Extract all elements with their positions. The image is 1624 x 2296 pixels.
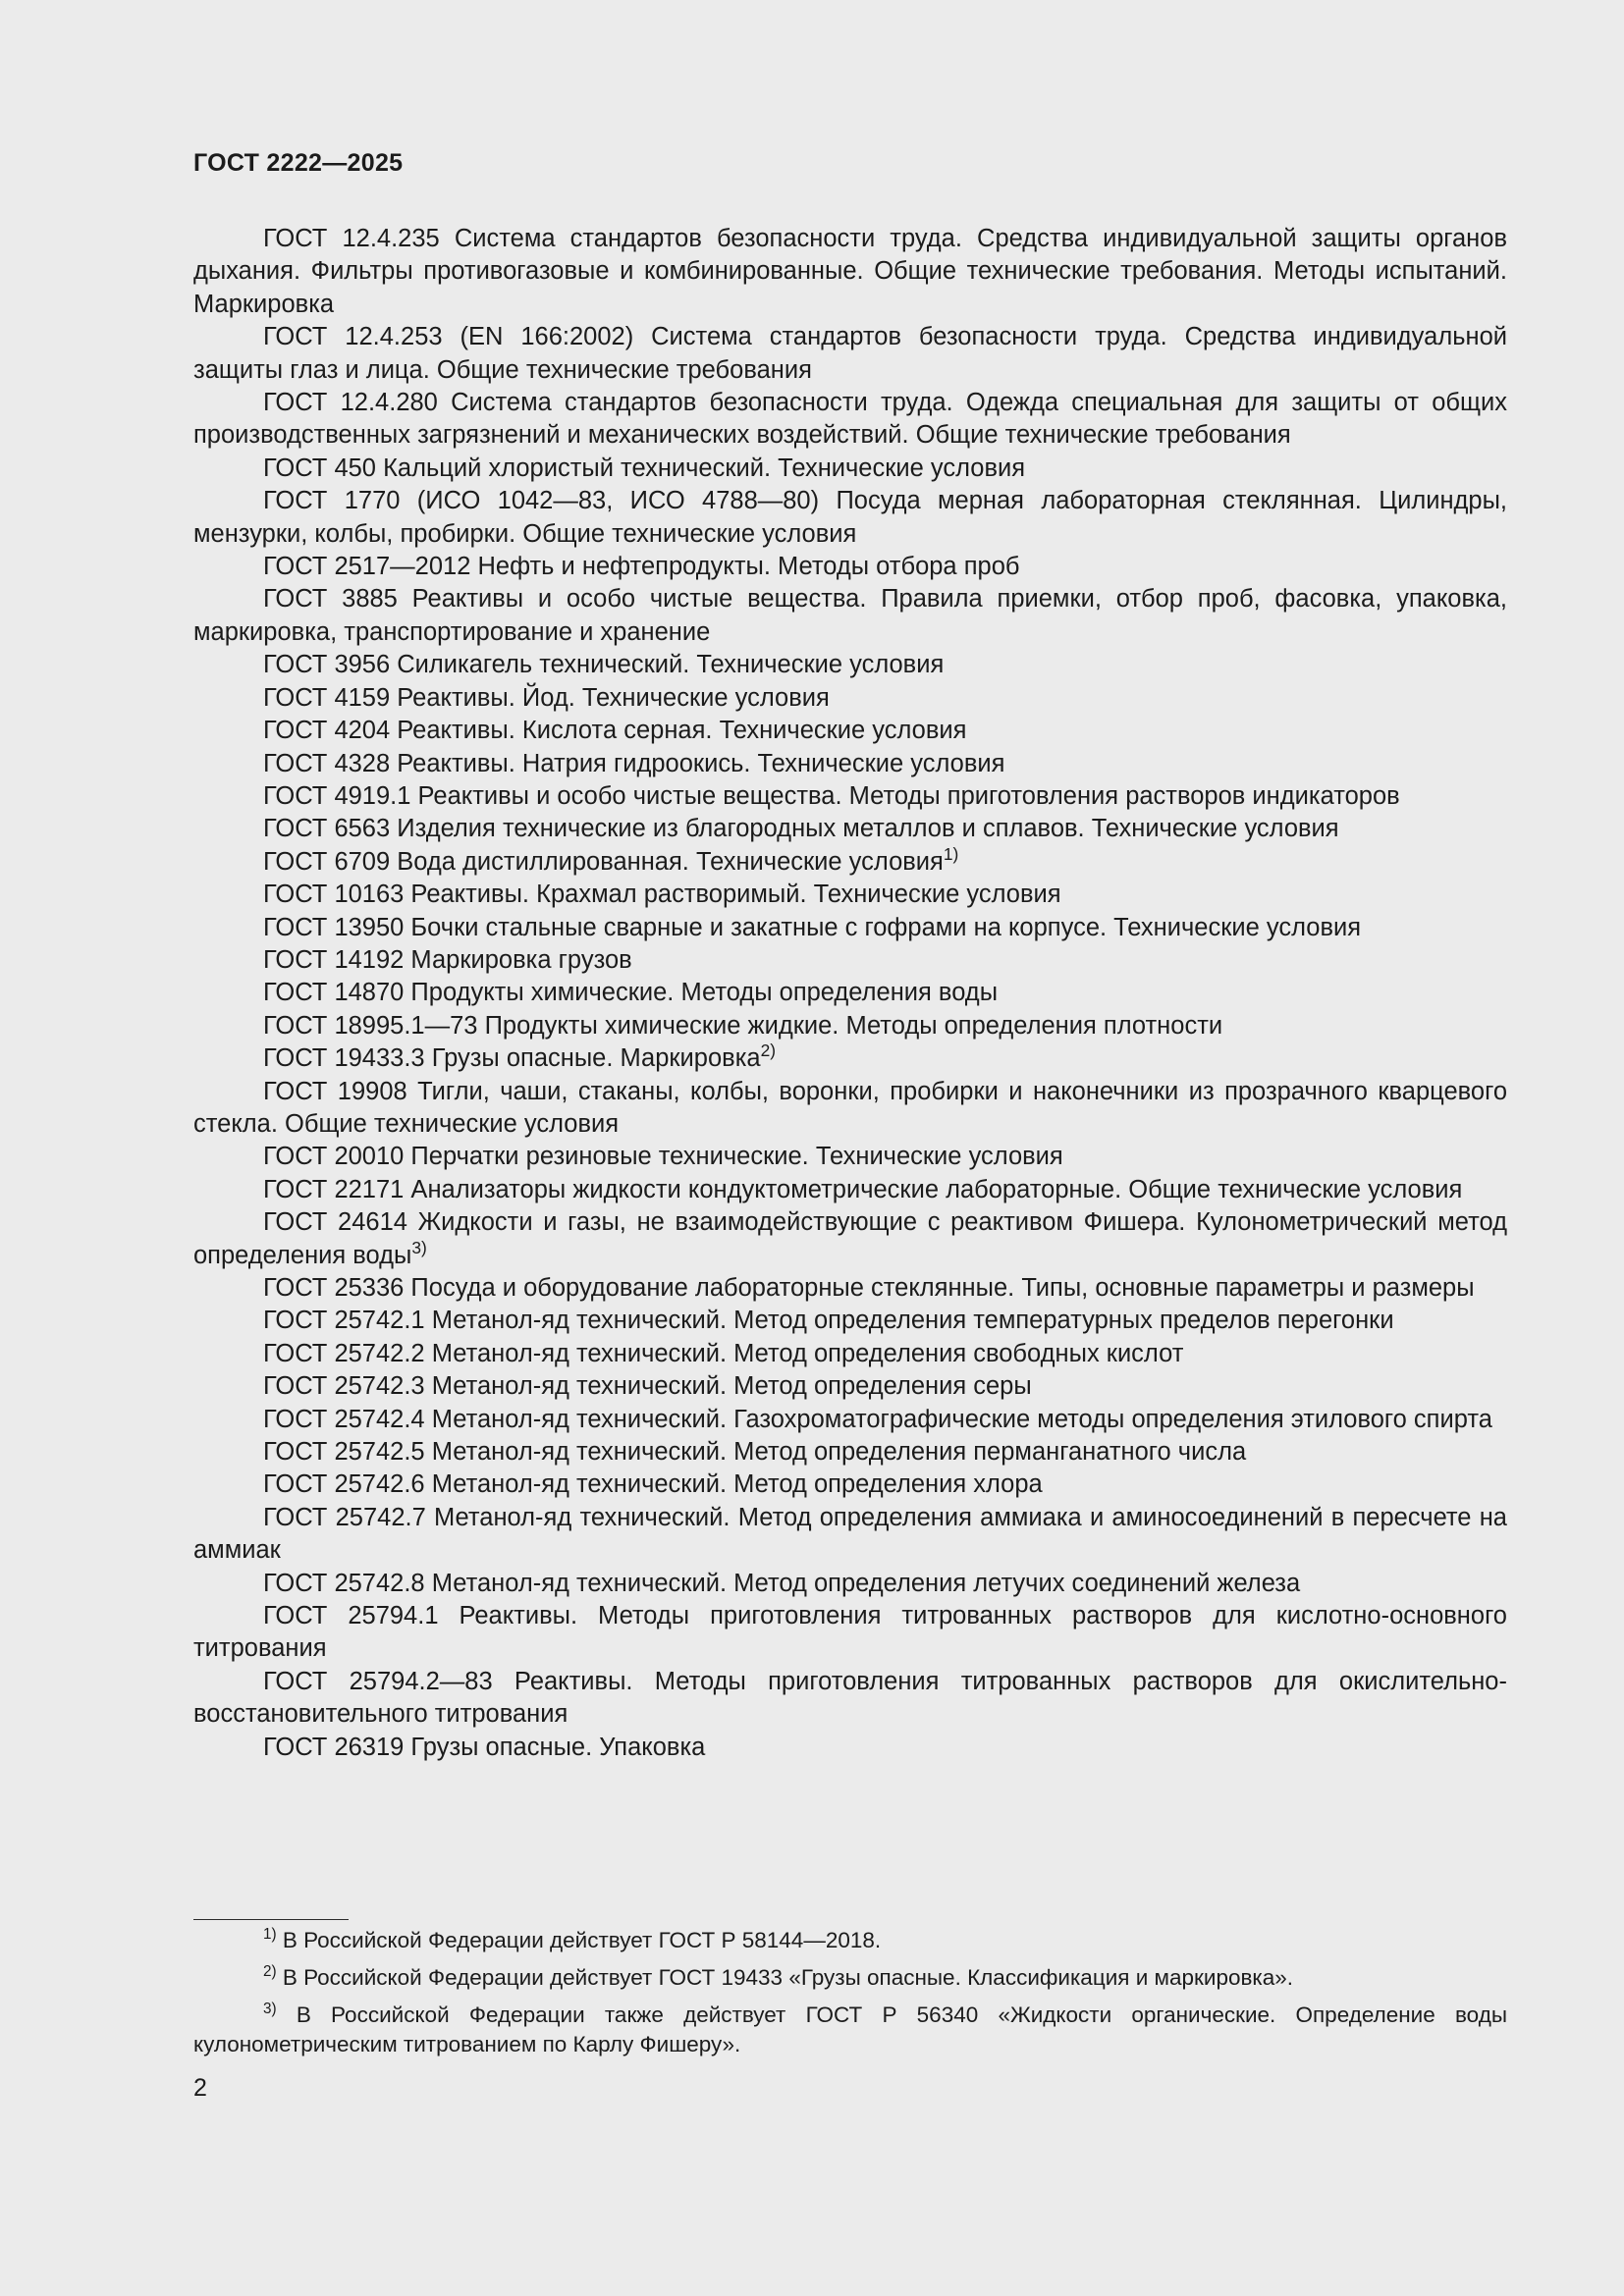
footnote-text: В Российской Федерации также действует ГОСТ Р 56340 «Жидкости органические. Определение воды кулонометрическим титрованием по Карлу Фишеру». (193, 2002, 1507, 2056)
reference-item (193, 321, 1507, 387)
footnote-separator (193, 1919, 349, 1920)
footnote-mark: 3) (263, 2001, 277, 2018)
reference-item (193, 1042, 1507, 1075)
reference-item (193, 1141, 1507, 1173)
reference-item (193, 551, 1507, 583)
footnote-mark: 2) (263, 1963, 277, 1981)
reference-text: ГОСТ 26319 Грузы опасные. Упаковка (263, 1733, 706, 1761)
reference-text: ГОСТ 3956 Силикагель технический. Технические условия (263, 651, 945, 679)
reference-text: ГОСТ 13950 Бочки стальные сварные и закатные с гофрами на корпусе. Технические условия (263, 913, 1362, 941)
reference-text: ГОСТ 6563 Изделия технические из благородных металлов и сплавов. Технические условия (263, 815, 1339, 843)
reference-item (193, 1502, 1507, 1568)
reference-text: ГОСТ 25742.8 Метанол-яд технический. Метод определения летучих соединений железа (263, 1569, 1301, 1597)
reference-item (193, 813, 1507, 845)
reference-item (193, 1076, 1507, 1142)
reference-text: ГОСТ 12.4.253 (EN 166:2002) Система стандартов безопасности труда. Средства индивидуальной защиты глаз и лица. Общие технические требования (193, 323, 1507, 384)
reference-text: ГОСТ 25742.7 Метанол-яд технический. Метод определения аммиака и аминосоединений в пересчете на аммиак (193, 1503, 1507, 1565)
document-header: ГОСТ 2222—2025 (193, 149, 404, 177)
reference-text: ГОСТ 14870 Продукты химические. Методы определения воды (263, 979, 999, 1007)
reference-item (193, 1272, 1507, 1305)
reference-item (193, 944, 1507, 977)
reference-item (193, 223, 1507, 321)
reference-text: ГОСТ 25336 Посуда и оборудование лабораторные стеклянные. Типы, основные параметры и размеры (263, 1274, 1475, 1302)
reference-text: ГОСТ 1770 (ИСО 1042—83, ИСО 4788—80) Посуда мерная лабораторная стеклянная. Цилиндры, мензурки, колбы, пробирки. Общие технические условия (193, 487, 1507, 548)
reference-text: ГОСТ 14192 Маркировка грузов (263, 945, 632, 974)
reference-item (193, 1568, 1507, 1600)
footnote-marker: 1) (943, 843, 959, 864)
reference-item (193, 977, 1507, 1009)
reference-item (193, 748, 1507, 780)
footnotes-section (193, 1926, 1507, 2067)
reference-text: ГОСТ 19433.3 Грузы опасные. Маркировка (263, 1044, 761, 1073)
reference-text: ГОСТ 12.4.235 Система стандартов безопасности труда. Средства индивидуальной защиты органов дыхания. Фильтры противогазовые и комбинированные. Общие технические требования. Методы испытаний. Маркировка (193, 225, 1507, 318)
reference-text: ГОСТ 450 Кальций хлористый технический. Технические условия (263, 454, 1026, 482)
reference-item (193, 1666, 1507, 1732)
reference-item (193, 1600, 1507, 1666)
reference-item (193, 1010, 1507, 1042)
reference-item (193, 583, 1507, 649)
reference-item (193, 1370, 1507, 1403)
footnote (193, 1926, 1507, 1955)
reference-text: ГОСТ 25742.4 Метанол-яд технический. Газохроматографические методы определения этилового спирта (263, 1405, 1492, 1433)
reference-text: ГОСТ 4328 Реактивы. Натрия гидроокись. Технические условия (263, 749, 1005, 777)
reference-item (193, 1404, 1507, 1436)
reference-text: ГОСТ 25794.1 Реактивы. Методы приготовления титрованных растворов для кислотно-основного титрования (193, 1602, 1507, 1663)
reference-text: ГОСТ 6709 Вода дистиллированная. Технические условия (263, 847, 944, 876)
reference-item (193, 1338, 1507, 1370)
footnote (193, 1963, 1507, 1993)
reference-item (193, 387, 1507, 453)
reference-item (193, 843, 1507, 879)
reference-item (193, 485, 1507, 551)
reference-text: ГОСТ 25742.3 Метанол-яд технический. Метод определения серы (263, 1372, 1032, 1401)
reference-item (193, 1468, 1507, 1501)
reference-text: ГОСТ 24614 Жидкости и газы, не взаимодействующие с реактивом Фишера. Кулонометрический метод определения воды (193, 1208, 1507, 1269)
reference-item (193, 1436, 1507, 1468)
reference-text: ГОСТ 25742.2 Метанол-яд технический. Метод определения свободных кислот (263, 1339, 1184, 1367)
reference-item (193, 649, 1507, 681)
reference-item (193, 1174, 1507, 1206)
reference-item (193, 780, 1507, 813)
reference-text: ГОСТ 4919.1 Реактивы и особо чистые вещества. Методы приготовления растворов индикаторов (263, 781, 1400, 810)
reference-item (193, 879, 1507, 911)
reference-text: ГОСТ 25742.6 Метанол-яд технический. Метод определения хлора (263, 1470, 1043, 1499)
reference-text: ГОСТ 25742.1 Метанол-яд технический. Метод определения температурных пределов перегонки (263, 1307, 1394, 1335)
reference-text: ГОСТ 25794.2—83 Реактивы. Методы приготовления титрованных растворов для окислительно-восстановительного титрования (193, 1667, 1507, 1729)
reference-item (193, 715, 1507, 747)
normative-references-list (193, 223, 1507, 1764)
reference-text: ГОСТ 4159 Реактивы. Йод. Технические условия (263, 683, 830, 712)
footnote-text: В Российской Федерации действует ГОСТ 19433 «Грузы опасные. Классификация и маркировка». (276, 1965, 1294, 1990)
reference-item (193, 1305, 1507, 1337)
footnote (193, 2001, 1507, 2059)
reference-text: ГОСТ 2517—2012 Нефть и нефтепродукты. Методы отбора проб (263, 553, 1020, 581)
reference-item (193, 453, 1507, 485)
footnote-text: В Российской Федерации действует ГОСТ Р 58144—2018. (276, 1928, 882, 1952)
footnote-marker: 2) (760, 1041, 777, 1061)
reference-text: ГОСТ 25742.5 Метанол-яд технический. Метод определения перманганатного числа (263, 1438, 1247, 1467)
reference-text: ГОСТ 20010 Перчатки резиновые технические. Технические условия (263, 1143, 1063, 1171)
page-number: 2 (193, 2074, 207, 2102)
reference-text: ГОСТ 12.4.280 Система стандартов безопасности труда. Одежда специальная для защиты от общих производственных загрязнений и механических воздействий. Общие технические требования (193, 389, 1507, 450)
reference-text: ГОСТ 3885 Реактивы и особо чистые вещества. Правила приемки, отбор проб, фасовка, упаковка, маркировка, транспортирование и хранение (193, 585, 1507, 646)
reference-text: ГОСТ 19908 Тигли, чаши, стаканы, колбы, воронки, пробирки и наконечники из прозрачного кварцевого стекла. Общие технические условия (193, 1077, 1507, 1138)
footnote-marker: 3) (411, 1237, 427, 1257)
reference-text: ГОСТ 22171 Анализаторы жидкости кондуктометрические лабораторные. Общие технические условия (263, 1175, 1463, 1203)
reference-item (193, 1206, 1507, 1272)
reference-item (193, 1732, 1507, 1764)
reference-text: ГОСТ 10163 Реактивы. Крахмал растворимый. Технические условия (263, 881, 1061, 909)
reference-text: ГОСТ 4204 Реактивы. Кислота серная. Технические условия (263, 717, 967, 745)
footnote-mark: 1) (263, 1926, 277, 1944)
reference-item (193, 912, 1507, 944)
reference-text: ГОСТ 18995.1—73 Продукты химические жидкие. Методы определения плотности (263, 1011, 1223, 1040)
reference-item (193, 682, 1507, 715)
